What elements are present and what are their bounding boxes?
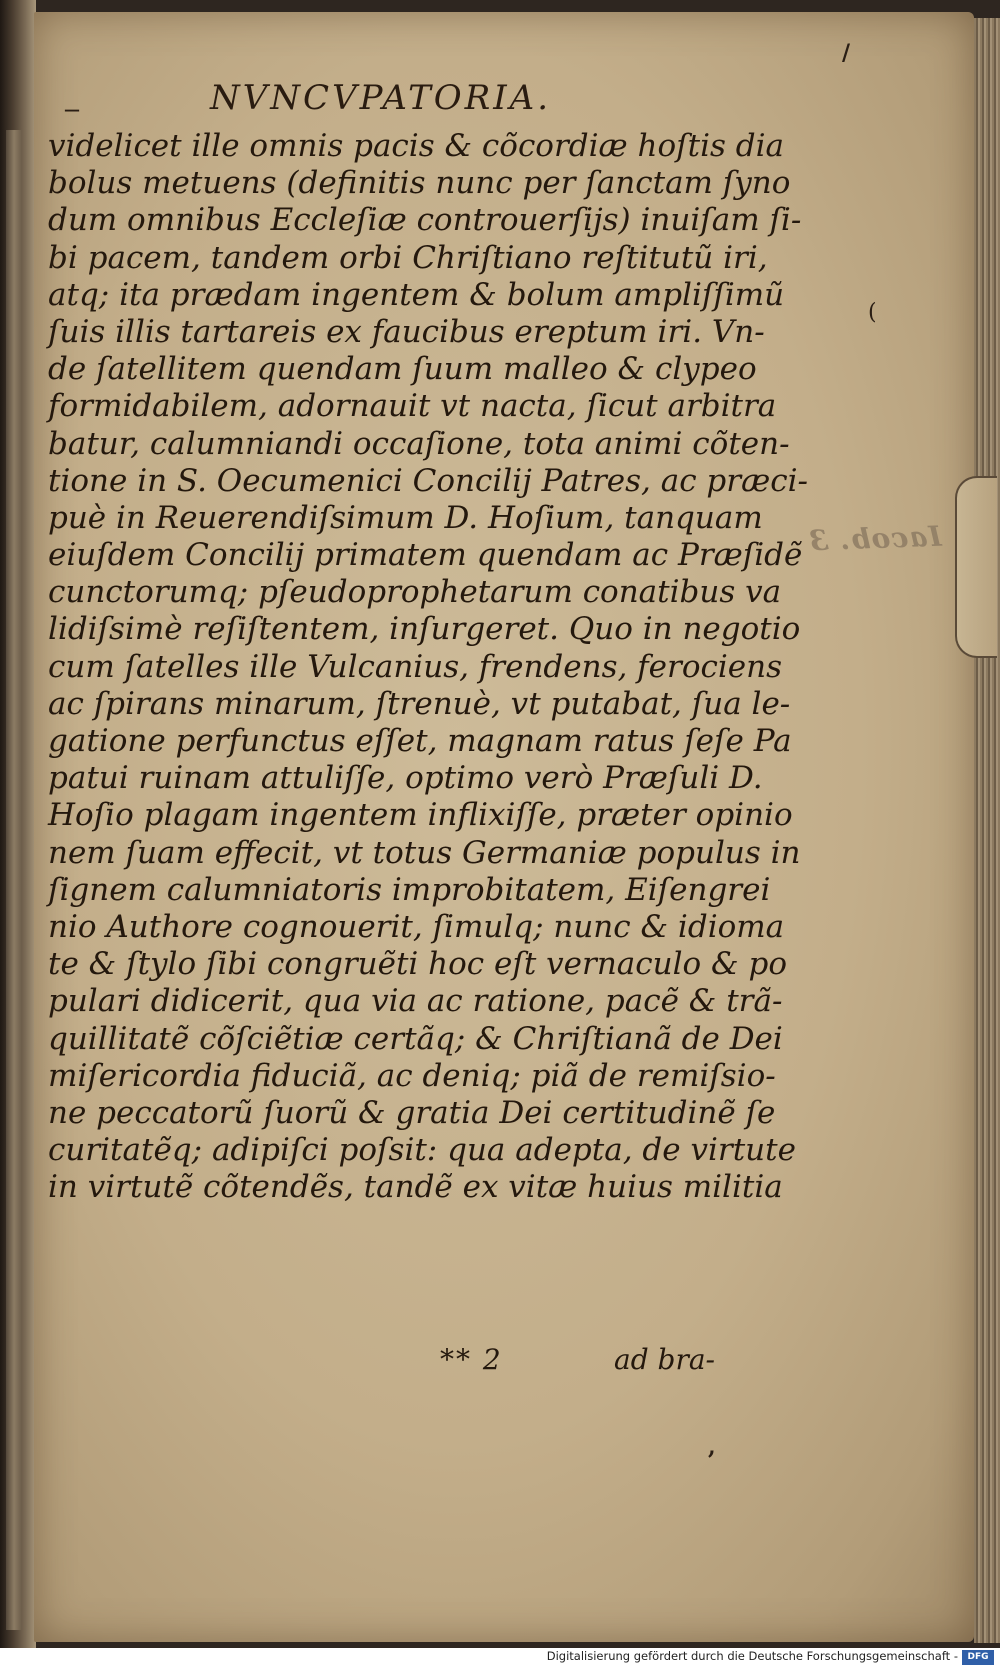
text-line: dum omnibus Eccleſiæ controuerſijs) inuiſam ſi- (48, 202, 802, 239)
digitization-credit: Digitalisierung gefördert durch die Deutsche Forschungsgemeinschaft - (546, 1649, 958, 1663)
text-line: quillitatẽ cõſciẽtiæ certãq; & Chriſtianã de Dei (48, 1020, 783, 1057)
text-line: cunctorumq; pſeudoprophetarum conatibus va (48, 574, 782, 611)
text-line: eiuſdem Concilij primatem quendam ac Præſidẽ (48, 537, 803, 574)
dfg-logo: DFG (962, 1650, 994, 1665)
text-line: puè in Reuerendiſsimum D. Hoſium, tanquam (48, 499, 763, 536)
text-line: atq; ita prædam ingentem & bolum ampliſſimũ (48, 276, 785, 313)
text-line: de ſatellitem quendam ſuum malleo & clypeo (48, 351, 757, 388)
text-line: miſericordia fiduciã, ac deniq; piã de remiſsio- (48, 1057, 776, 1094)
text-line: ſignem calumniatoris improbitatem, Eiſengrei (48, 871, 771, 908)
text-line: bolus metuens (definitis nunc per ſanctam ſyno (48, 165, 791, 202)
text-line: in virtutẽ cõtendẽs, tandẽ ex vitæ huius militia (48, 1169, 783, 1206)
text-line: bi pacem, tandem orbi Chriſtiano reſtitutũ iri, (48, 239, 768, 276)
text-line: nem ſuam effecit, vt totus Germaniæ populus in (48, 834, 801, 871)
text-line: ſuis illis tartareis ex faucibus ereptum iri. Vn- (48, 313, 765, 350)
text-line: tione in S. Oecumenici Concilij Patres, ac præci- (48, 462, 808, 499)
ink-mark: — (64, 100, 80, 119)
binding-strip (6, 130, 22, 1630)
running-title: NVNCVPATORIA. (210, 78, 552, 118)
text-line: te & ſtylo ſibi congruẽti hoc eſt vernaculo & po (48, 946, 787, 983)
page-edges (974, 18, 1000, 1643)
left-binding (0, 0, 36, 1648)
text-line: patui ruinam attuliſſe, optimo verò Præſuli D. (48, 760, 763, 797)
text-line: lidiſsimè reſiſtentem, inſurgeret. Quo in negotio (48, 611, 801, 648)
ink-mark: ( (868, 300, 877, 325)
text-line: videlicet ille omnis pacis & cõcordiæ hoſtis dia (48, 128, 785, 164)
text-line: formidabilem, adornauit vt nacta, ſicut arbitra (48, 388, 777, 425)
signature-mark: ** 2 (440, 1343, 503, 1376)
ink-mark: , (708, 1434, 716, 1460)
ink-mark: / (842, 40, 851, 66)
text-line: gatione perfunctus eſſet, magnam ratus ſeſe Pa (48, 723, 792, 759)
text-line: ne peccatorũ ſuorũ & gratia Dei certitudinẽ ſe (48, 1094, 776, 1131)
text-line: ac ſpirans minarum, ſtrenuè, vt putabat, ſua le- (48, 685, 791, 722)
text-line: Hoſio plagam ingentem inflixiſſe, præter opinio (48, 797, 793, 834)
text-line: cum ſatelles ille Vulcanius, frendens, ferociens (48, 648, 782, 685)
text-line: pulari didicerit, qua via ac ratione, pacẽ & trã- (48, 983, 783, 1020)
margin-note-bleedthrough: Iacob. 3 (807, 519, 943, 558)
body-text (48, 128, 808, 1206)
text-line: curitatẽq; adipiſci poſsit: qua adepta, de virtute (48, 1132, 796, 1169)
bookmark-tab (955, 476, 997, 658)
catchword: ad bra- (614, 1343, 715, 1376)
text-line: batur, calumniandi occaſione, tota animi cõten- (48, 425, 790, 462)
text-line: nio Authore cognouerit, ſimulq; nunc & idioma (48, 908, 785, 945)
